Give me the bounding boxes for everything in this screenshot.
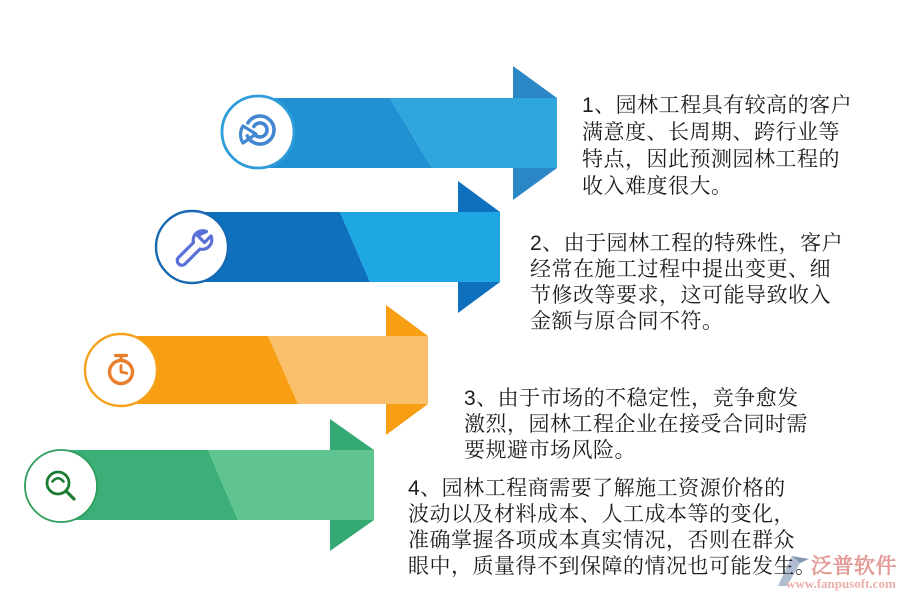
point-3-line: 激烈，园林工程企业在接受合同时需 bbox=[464, 413, 808, 436]
icon-circle-2 bbox=[156, 211, 228, 283]
arrow-banner-1 bbox=[222, 66, 557, 200]
point-1-line: 特点，因此预测园林工程的 bbox=[582, 148, 840, 171]
point-3-line: 3、由于市场的不稳定性，竞争愈发 bbox=[464, 387, 799, 410]
point-2-line: 经常在施工过程中提出变更、细 bbox=[530, 258, 831, 281]
arrow-banner-4 bbox=[25, 419, 374, 551]
point-4-line: 准确掌握各项成本真实情况，否则在群众 bbox=[408, 529, 795, 552]
point-3-line: 要规避市场风险。 bbox=[464, 439, 636, 462]
point-1-line: 满意度、长周期、跨行业等 bbox=[582, 121, 840, 144]
arrow-head-top-2 bbox=[458, 181, 500, 212]
point-3-text bbox=[464, 386, 808, 464]
point-1-line: 收入难度很大。 bbox=[582, 175, 733, 198]
arrow-head-top-4 bbox=[330, 419, 374, 450]
point-2-text bbox=[530, 231, 843, 335]
point-4-line: 眼中，质量得不到保障的情况也可能发生。 bbox=[408, 555, 817, 578]
arrow-banner-2 bbox=[156, 181, 500, 313]
watermark-brand-text: 泛普软件 bbox=[811, 555, 897, 578]
arrow-head-bottom-3 bbox=[386, 404, 428, 435]
arrow-head-top-3 bbox=[386, 305, 428, 336]
point-4-line: 4、园林工程商需要了解施工资源价格的 bbox=[408, 477, 786, 500]
watermark-url-text: www.fanpusoft.com bbox=[786, 576, 896, 591]
point-4-text bbox=[408, 476, 817, 580]
point-4-line: 波动以及材料成本、人工成本等的变化， bbox=[408, 503, 795, 526]
icon-circle-1 bbox=[222, 96, 294, 168]
arrow-banner-3 bbox=[85, 305, 428, 435]
icon-circle-4 bbox=[25, 450, 97, 522]
arrow-head-bottom-1 bbox=[513, 168, 557, 200]
arrow-head-top-1 bbox=[513, 66, 557, 98]
point-1-text bbox=[582, 92, 852, 200]
arrow-head-bottom-2 bbox=[458, 282, 500, 313]
point-2-line: 2、由于园林工程的特殊性，客户 bbox=[530, 232, 844, 255]
point-1-line: 1、园林工程具有较高的客户 bbox=[582, 94, 853, 117]
arrow-head-bottom-4 bbox=[330, 520, 374, 551]
point-2-line: 节修改等要求，这可能导致收入 bbox=[530, 284, 831, 307]
point-2-line: 金额与原合同不符。 bbox=[530, 310, 724, 333]
